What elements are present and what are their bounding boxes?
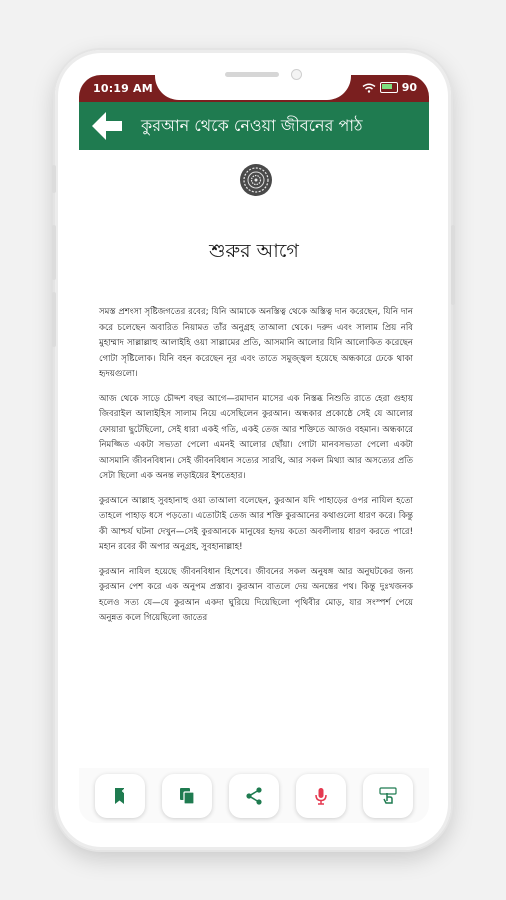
volume-button	[52, 292, 56, 347]
bookmark-icon	[110, 786, 130, 806]
share-icon	[244, 786, 264, 806]
camera-notch	[155, 58, 351, 100]
copy-button[interactable]	[162, 774, 212, 818]
paragraph: কুরআন নাযিল হয়েছে জীবনবিধান হিশেবে। জীবনের সকল অনুষঙ্গ আর অনুঘটকের জন্য কুরআন পেশ করে এক অনুপম প্রস্তাব। কুরআন বাতলে দেয় অনন্তের পথ। কিন্তু দুঃখজনক হলেও সত্য যে—যে কুরআন একদা ঘুরিয়ে দিয়েছিলো পৃথিবীর মোড়, যার সংস্পর্শ পেয়ে অনুন্নত কলে গিয়েছিলো জাতের	[99, 566, 413, 623]
article-body	[99, 305, 413, 636]
app-bar	[79, 102, 429, 150]
bookmark-button[interactable]	[95, 774, 145, 818]
paragraph: কুরআনে আল্লাহ সুবহানাহু ওয়া তাআলা বলেছেন, কুরআন যদি পাহাড়ের ওপর নাযিল হতো তাহলে পাহাড় ধসে পড়তো। এতোটাই তেজ আর শক্তি কুরআনের কথাগুলো ধারণ করে। কিন্তু কী আশ্চর্য ঘটনা দেখুন—সেই কুরআনকে মানুষের হৃদয় কতো অবলীলায় ধারণ করতে পারে! মহান রবের কী অপার অনুগ্রহ, সুবহানাল্লাহ!	[99, 495, 413, 552]
bottom-toolbar	[79, 768, 429, 823]
mic-button[interactable]	[296, 774, 346, 818]
paragraph: আজ থেকে সাড়ে চৌদ্দশ বছর আগে—রমাদান মাসের এক নিস্তব্ধ নিশুতি রাতে হেরা গুহায় জিবরাইল আলাইহিস সালাম নিয়ে এসেছিলেন কুরআন। অন্ধকার প্রকোষ্ঠে সেই যে আলোর ফোয়ারা ছুটেছিলো, সেই ধারা একই গতি, একই তেজ আর শক্তিতে আজও বহমান। অন্ধকারে নিমজ্জিত একটা সভ্যতা পেলো এমনই আলোর ছোঁয়া। গোটা মানবসভ্যতা পেলো একটা আসমানি জীবনবিধান। সেই জীবনবিধান সত্যের সারথি, আর সকল মিথ্যা আর অসত্যের প্রতি সেটা ছিলো এক অনন্ত লড়াইয়ের ইশতেহার।	[99, 393, 413, 481]
app-screen	[79, 75, 429, 823]
volume-button	[52, 225, 56, 280]
battery-icon	[380, 82, 398, 93]
pointer-button[interactable]	[363, 774, 413, 818]
battery-level: 90	[401, 81, 417, 94]
camera-icon	[291, 69, 302, 80]
paragraph: সমস্ত প্রশংসা সৃষ্টিজগতের রবের; যিনি আমাকে অনস্তিত্ব থেকে অস্তিত্ব দান করেছেন, যিনি দান করে চলেছেন অবারিত নিয়ামত তাঁর অনুগ্রহ তাআলা থেকে। দরুদ এবং সালাম প্রিয় নবি মুহাম্মাদ সাল্লাল্লাহু আলাইহি ওয়া সাল্লামের প্রতি, আসমানি আলোর যিনি আলোকিত করেছেন গোটা সৃষ্টিলোক। যিনি বহন করেছেন নূর এবং তাতে সমুজ্জ্বল হয়েছে অন্ধকারে ঢেকে থাকা হৃদয়গুলো।	[99, 307, 413, 379]
back-arrow-icon[interactable]	[87, 106, 127, 146]
speaker-grille	[225, 72, 279, 77]
ornament-icon	[239, 163, 273, 197]
copy-icon	[177, 786, 197, 806]
volume-button	[52, 165, 56, 193]
power-button	[451, 225, 455, 305]
app-title: কুরআন থেকে নেওয়া জীবনের পাঠ	[141, 115, 363, 135]
page-heading: শুরুর আগে	[209, 240, 299, 262]
share-button[interactable]	[229, 774, 279, 818]
wifi-icon	[362, 83, 376, 93]
touch-icon	[378, 786, 398, 806]
status-time: 10:19 AM	[93, 82, 153, 95]
microphone-icon	[311, 786, 331, 806]
status-icons	[362, 81, 417, 94]
